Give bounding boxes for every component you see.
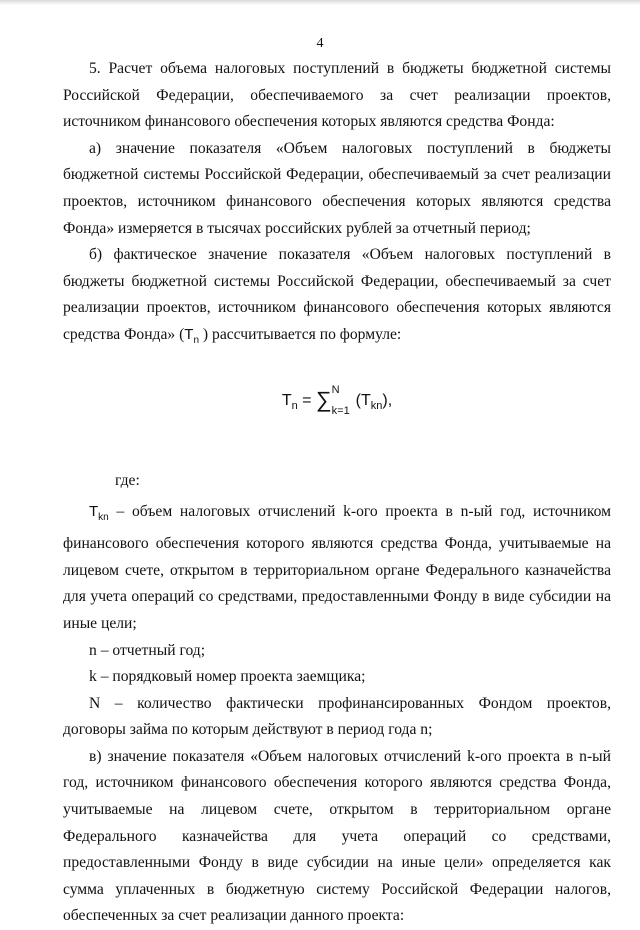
item-v-paragraph: в) значение показателя «Объем налоговых отчислений k-ого проекта в n-ый год, источником финансового обеспечения которого являются средства Фонда, учитываемые на лицевом счете, открытом в территориальном органе Федерального казначейства для учета операций со средствами, предоставленными Фонду в виде субсидии на иные цели» определяется как сумма уплаченных в бюджетную систему Российской Федерации налогов, обеспеченных за счет реализации данного проекта:: [63, 747, 611, 925]
where-label: где:: [115, 471, 140, 489]
def-N-paragraph: N – количество фактически профинансированных Фондом проектов, договоры займа по которым действуют в период года n;: [63, 694, 611, 739]
item-a-paragraph: а) значение показателя «Объем налоговых поступлений в бюджеты бюджетной системы Российской Федерации, обеспечиваемый за счет реализации проектов, источником финансового обеспечения которых являются средства Фонда» измеряется в тысячах российских рублей за отчетный период;: [63, 139, 611, 237]
def-tkn-text: – объем налоговых отчислений k-ого проекта в n-ый год, источником финансового обеспечения которого являются средства Фонда, учитываемые на лицевом счете, открытом в территориальном органе Федерального казначейства для учета операций со средствами, предоставленными Фонду в виде субсидии на иные цели;: [63, 502, 611, 632]
item-b-symbol: $T_n$: [184, 325, 200, 346]
document-body: [63, 56, 611, 930]
sum-symbol: ∑: [315, 386, 332, 412]
formula-term: $(T_{kn})$,: [355, 391, 393, 412]
sum-lower-limit: k=1: [331, 405, 350, 418]
def-tkn-paragraph: [63, 499, 611, 638]
tkn-symbol: $T_{kn}$: [89, 502, 109, 523]
page-number: 4: [316, 36, 324, 51]
formula-lhs: $T_n$: [281, 391, 298, 412]
sum-limits: [331, 384, 356, 418]
formula-equals: =: [297, 391, 316, 409]
item-b-paragraph: [63, 242, 611, 354]
def-k-paragraph: k – порядковый номер проекта заемщика;: [89, 668, 366, 686]
section-5-paragraph: 5. Расчет объема налоговых поступлений в бюджеты бюджетной системы Российской Федерации, обеспечиваемого за счет реализации проектов, источником финансового обеспечения которых являются средства Фонда:: [63, 60, 611, 131]
def-n-paragraph: n – отчетный год;: [89, 641, 206, 659]
item-b-text: б) фактическое значение показателя «Объем налоговых поступлений в бюджеты бюджетной системы Российской Федерации, обеспечиваемый за счет реализации проектов, источником финансового обеспечения которых являются средства Фонда» (: [63, 246, 611, 343]
item-b-end: ) рассчитывается по формуле:: [199, 325, 402, 343]
formula: [63, 355, 611, 463]
sum-upper-limit: N: [331, 384, 340, 397]
scan-edge: [0, 0, 640, 5]
